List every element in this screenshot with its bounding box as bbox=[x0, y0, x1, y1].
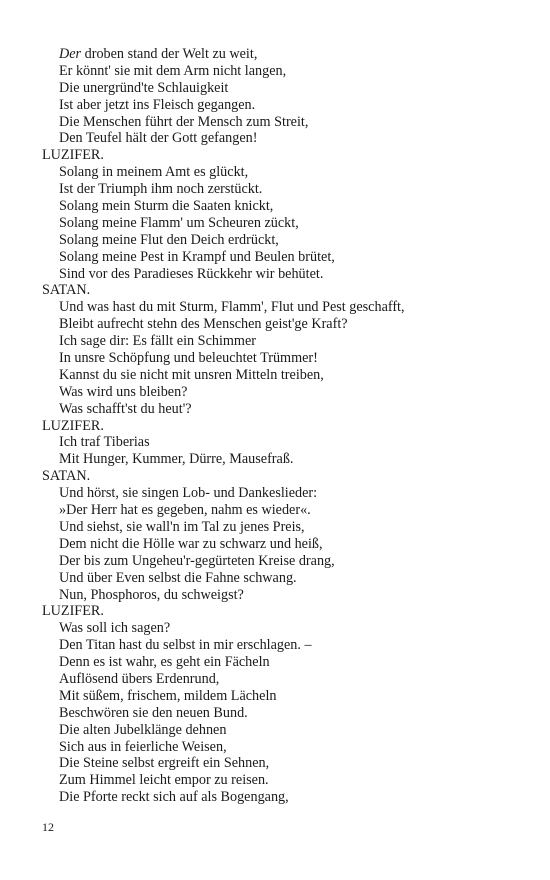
line-text: Solang in meinem Amt es glückt, bbox=[59, 164, 249, 181]
line-text: »Der Herr hat es gegeben, nahm es wieder«. bbox=[59, 502, 311, 519]
line-text: Kannst du sie nicht mit unsren Mitteln treiben, bbox=[59, 366, 324, 383]
verse-line bbox=[42, 671, 522, 688]
verse-line bbox=[42, 46, 522, 63]
speaker-name bbox=[42, 468, 522, 485]
line-text: Auflösend übers Erdenrund, bbox=[59, 670, 220, 687]
line-text: Ich traf Tiberias bbox=[59, 434, 150, 451]
verse-line bbox=[42, 739, 522, 756]
line-text: Sind vor des Paradieses Rückkehr wir behütet. bbox=[59, 265, 324, 282]
verse-line bbox=[42, 451, 522, 468]
speaker-name bbox=[42, 603, 522, 620]
line-text: Zum Himmel leicht empor zu reisen. bbox=[59, 772, 269, 789]
verse-line bbox=[42, 181, 522, 198]
line-text: Die unergründ'te Schlauigkeit bbox=[59, 79, 229, 96]
verse-line bbox=[42, 164, 522, 181]
line-text: Den Teufel hält der Gott gefangen! bbox=[59, 130, 258, 147]
verse-line bbox=[42, 63, 522, 80]
verse-line bbox=[42, 384, 522, 401]
verse-line bbox=[42, 637, 522, 654]
verse-line bbox=[42, 232, 522, 249]
verse-line bbox=[42, 553, 522, 570]
line-text: Solang mein Sturm die Saaten knickt, bbox=[59, 198, 274, 215]
line-text: Und über Even selbst die Fahne schwang. bbox=[59, 569, 297, 586]
line-text: In unsre Schöpfung und beleuchtet Trümmer! bbox=[59, 350, 318, 367]
line-text: Den Titan hast du selbst in mir erschlagen. – bbox=[59, 637, 312, 654]
verse-line bbox=[42, 198, 522, 215]
line-text: Der bis zum Ungeheu'r-gegürteten Kreise drang, bbox=[59, 552, 335, 569]
line-text: Die Steine selbst ergreift ein Sehnen, bbox=[59, 755, 270, 772]
verse-line bbox=[42, 519, 522, 536]
line-text: Beschwören sie den neuen Bund. bbox=[59, 704, 248, 721]
line-text: Mit süßem, frischem, mildem Lächeln bbox=[59, 687, 277, 704]
verse-line bbox=[42, 688, 522, 705]
page-number: 12 bbox=[42, 820, 54, 834]
line-text: Die Menschen führt der Mensch zum Streit, bbox=[59, 113, 309, 130]
emphasized-word: Der bbox=[59, 46, 82, 62]
line-text: SATAN. bbox=[42, 282, 91, 299]
line-text: Er könnt' sie mit dem Arm nicht langen, bbox=[59, 62, 287, 79]
verse-line bbox=[42, 587, 522, 604]
verse-line bbox=[42, 215, 522, 232]
verse-line bbox=[42, 367, 522, 384]
speaker-name bbox=[42, 418, 522, 435]
line-text: Ist aber jetzt ins Fleisch gegangen. bbox=[59, 96, 256, 113]
speaker-name bbox=[42, 282, 522, 299]
line-text: LUZIFER. bbox=[42, 147, 104, 164]
verse-line bbox=[42, 620, 522, 637]
line-text: Solang meine Pest in Krampf und Beulen brütet, bbox=[59, 248, 335, 265]
line-text: droben stand der Welt zu weit, bbox=[81, 46, 258, 62]
verse-line bbox=[42, 536, 522, 553]
verse-line bbox=[42, 789, 522, 806]
verse-line bbox=[42, 114, 522, 131]
line-text: Die Pforte reckt sich auf als Bogengang, bbox=[59, 789, 289, 806]
line-text: LUZIFER. bbox=[42, 417, 104, 434]
line-text: Was schafft'st du heut'? bbox=[59, 400, 192, 417]
verse-line bbox=[42, 80, 522, 97]
line-text: LUZIFER. bbox=[42, 603, 104, 620]
line-text: Denn es ist wahr, es geht ein Fächeln bbox=[59, 654, 270, 671]
verse-line bbox=[42, 654, 522, 671]
line-text: Was soll ich sagen? bbox=[59, 620, 171, 637]
verse-line bbox=[42, 434, 522, 451]
line-text: Mit Hunger, Kummer, Dürre, Mausefraß. bbox=[59, 451, 294, 468]
line-text: Was wird uns bleiben? bbox=[59, 383, 188, 400]
verse-line bbox=[42, 755, 522, 772]
line-text: Und was hast du mit Sturm, Flamm', Flut und Pest geschafft, bbox=[59, 299, 405, 316]
verse-line bbox=[42, 772, 522, 789]
line-text: Ich sage dir: Es fällt ein Schimmer bbox=[59, 333, 256, 350]
verse-line bbox=[42, 570, 522, 587]
verse-line bbox=[42, 502, 522, 519]
verse-line bbox=[42, 130, 522, 147]
line-text: Solang meine Flut den Deich erdrückt, bbox=[59, 231, 279, 248]
line-text: SATAN. bbox=[42, 468, 91, 485]
line-text: Bleibt aufrecht stehn des Menschen geist'ge Kraft? bbox=[59, 316, 348, 333]
verse-line bbox=[42, 350, 522, 367]
text-body bbox=[42, 46, 522, 806]
speaker-name bbox=[42, 147, 522, 164]
line-text: Und hörst, sie singen Lob- und Dankeslieder: bbox=[59, 485, 318, 502]
verse-line bbox=[42, 299, 522, 316]
line-text: Dem nicht die Hölle war zu schwarz und heiß, bbox=[59, 535, 323, 552]
verse-line bbox=[42, 249, 522, 266]
line-text: Ist der Triumph ihm noch zerstückt. bbox=[59, 181, 263, 198]
line-text: Solang meine Flamm' um Scheuren zückt, bbox=[59, 214, 299, 231]
verse-line bbox=[42, 401, 522, 418]
verse-line bbox=[42, 705, 522, 722]
line-text: Sich aus in feierliche Weisen, bbox=[59, 738, 227, 755]
line-text: Die alten Jubelklänge dehnen bbox=[59, 721, 227, 738]
line-text: Nun, Phosphoros, du schweigst? bbox=[59, 586, 244, 603]
verse-line bbox=[42, 266, 522, 283]
verse-line bbox=[42, 97, 522, 114]
verse-line bbox=[42, 333, 522, 350]
verse-line bbox=[42, 316, 522, 333]
line-text: Und siehst, sie wall'n im Tal zu jenes Preis, bbox=[59, 518, 305, 535]
verse-line bbox=[42, 485, 522, 502]
verse-line bbox=[42, 722, 522, 739]
